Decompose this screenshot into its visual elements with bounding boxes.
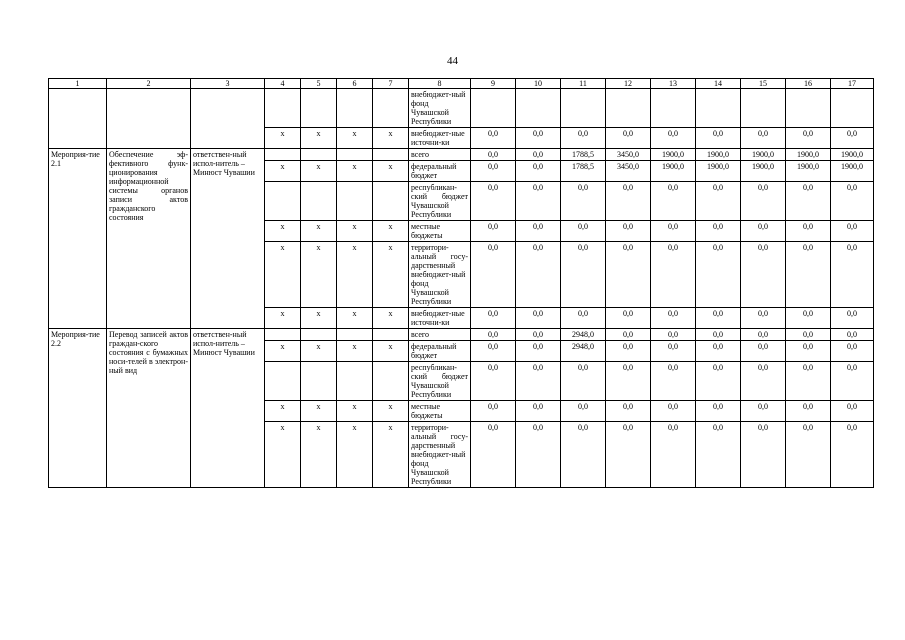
classification-mark: x	[301, 221, 337, 242]
funding-value: 0,0	[741, 128, 786, 149]
classification-mark	[265, 89, 301, 128]
funding-value: 0,0	[696, 329, 741, 341]
funding-value: 0,0	[471, 308, 516, 329]
funding-value	[786, 89, 831, 128]
funding-source: территори-альный госу-дарственный внебюджет-ный фонд Чувашской Республики	[409, 422, 471, 488]
funding-value	[696, 89, 741, 128]
funding-value: 1900,0	[741, 149, 786, 161]
column-number: 10	[516, 79, 561, 89]
classification-mark: x	[265, 341, 301, 362]
funding-value: 0,0	[831, 329, 874, 341]
classification-mark	[301, 149, 337, 161]
funding-value: 1788,5	[561, 149, 606, 161]
classification-mark	[373, 362, 409, 401]
funding-value: 0,0	[471, 128, 516, 149]
funding-value: 0,0	[786, 182, 831, 221]
page-number: 44	[447, 55, 458, 67]
classification-mark: x	[265, 308, 301, 329]
funding-value: 0,0	[471, 161, 516, 182]
classification-mark: x	[337, 161, 373, 182]
funding-value: 2948,0	[561, 341, 606, 362]
funding-value: 0,0	[786, 422, 831, 488]
funding-source: федеральный бюджет	[409, 161, 471, 182]
activity-description	[107, 89, 191, 149]
funding-value: 0,0	[516, 161, 561, 182]
funding-source: внебюджет-ные источни-ки	[409, 128, 471, 149]
funding-value: 0,0	[516, 308, 561, 329]
funding-value: 0,0	[561, 182, 606, 221]
funding-value: 0,0	[651, 422, 696, 488]
funding-value: 0,0	[471, 149, 516, 161]
column-number: 11	[561, 79, 606, 89]
funding-value: 0,0	[606, 221, 651, 242]
funding-value: 0,0	[696, 221, 741, 242]
funding-value: 0,0	[606, 329, 651, 341]
classification-mark	[265, 329, 301, 341]
column-number: 5	[301, 79, 337, 89]
classification-mark: x	[337, 341, 373, 362]
classification-mark	[301, 362, 337, 401]
funding-value: 0,0	[561, 221, 606, 242]
funding-value: 0,0	[516, 401, 561, 422]
funding-value: 0,0	[696, 128, 741, 149]
funding-value: 0,0	[741, 341, 786, 362]
funding-source: внебюджет-ный фонд Чувашской Республики	[409, 89, 471, 128]
table-row	[49, 89, 874, 128]
funding-value: 0,0	[516, 182, 561, 221]
funding-value: 0,0	[786, 128, 831, 149]
funding-value: 0,0	[561, 308, 606, 329]
classification-mark	[373, 89, 409, 128]
funding-value	[471, 89, 516, 128]
classification-mark: x	[265, 161, 301, 182]
column-number: 16	[786, 79, 831, 89]
classification-mark: x	[301, 161, 337, 182]
funding-value: 0,0	[696, 362, 741, 401]
funding-value: 0,0	[831, 422, 874, 488]
funding-value: 0,0	[741, 308, 786, 329]
funding-value: 0,0	[516, 362, 561, 401]
classification-mark: x	[265, 221, 301, 242]
classification-mark: x	[301, 308, 337, 329]
funding-value: 0,0	[471, 401, 516, 422]
classification-mark: x	[373, 401, 409, 422]
funding-value: 0,0	[786, 242, 831, 308]
funding-value: 0,0	[561, 242, 606, 308]
funding-value: 0,0	[786, 221, 831, 242]
funding-value: 1900,0	[741, 161, 786, 182]
classification-mark	[373, 329, 409, 341]
classification-mark: x	[337, 128, 373, 149]
activity-responsible	[191, 89, 265, 149]
classification-mark: x	[265, 242, 301, 308]
funding-value: 0,0	[741, 401, 786, 422]
column-number: 2	[107, 79, 191, 89]
funding-value: 3450,0	[606, 149, 651, 161]
funding-value: 0,0	[696, 401, 741, 422]
funding-value: 1900,0	[786, 161, 831, 182]
funding-value: 0,0	[516, 422, 561, 488]
funding-value: 0,0	[831, 401, 874, 422]
column-number: 6	[337, 79, 373, 89]
funding-source: внебюджет-ные источни-ки	[409, 308, 471, 329]
classification-mark	[301, 329, 337, 341]
funding-value: 0,0	[606, 182, 651, 221]
funding-value: 0,0	[741, 221, 786, 242]
funding-value: 0,0	[651, 308, 696, 329]
classification-mark: x	[301, 128, 337, 149]
column-number: 4	[265, 79, 301, 89]
column-number: 3	[191, 79, 265, 89]
classification-mark	[265, 149, 301, 161]
classification-mark: x	[265, 128, 301, 149]
classification-mark: x	[337, 422, 373, 488]
funding-value: 0,0	[786, 341, 831, 362]
funding-value: 0,0	[651, 329, 696, 341]
funding-source: федеральный бюджет	[409, 341, 471, 362]
classification-mark	[337, 362, 373, 401]
funding-value: 0,0	[831, 182, 874, 221]
funding-value: 0,0	[831, 341, 874, 362]
funding-value: 0,0	[741, 362, 786, 401]
classification-mark	[265, 362, 301, 401]
funding-value: 0,0	[651, 128, 696, 149]
funding-value: 0,0	[561, 422, 606, 488]
funding-value: 0,0	[696, 308, 741, 329]
funding-value: 0,0	[606, 308, 651, 329]
classification-mark: x	[301, 422, 337, 488]
funding-value: 0,0	[651, 362, 696, 401]
classification-mark: x	[373, 242, 409, 308]
funding-value: 0,0	[606, 422, 651, 488]
funding-value	[651, 89, 696, 128]
funding-value: 0,0	[741, 242, 786, 308]
table-row	[49, 329, 874, 341]
funding-value: 0,0	[831, 308, 874, 329]
column-number: 13	[651, 79, 696, 89]
funding-value	[741, 89, 786, 128]
funding-value	[516, 89, 561, 128]
classification-mark: x	[373, 308, 409, 329]
column-number: 14	[696, 79, 741, 89]
funding-source: территори-альный госу-дарственный внебюджет-ный фонд Чувашской Республики	[409, 242, 471, 308]
funding-value: 0,0	[651, 401, 696, 422]
funding-value: 0,0	[516, 341, 561, 362]
funding-value: 0,0	[696, 422, 741, 488]
funding-value	[561, 89, 606, 128]
funding-value	[606, 89, 651, 128]
column-number: 12	[606, 79, 651, 89]
funding-value: 1900,0	[651, 149, 696, 161]
classification-mark	[373, 182, 409, 221]
column-number: 15	[741, 79, 786, 89]
classification-mark: x	[373, 128, 409, 149]
funding-value: 0,0	[606, 128, 651, 149]
classification-mark: x	[337, 308, 373, 329]
funding-value: 0,0	[831, 221, 874, 242]
funding-source: местные бюджеты	[409, 401, 471, 422]
funding-value: 0,0	[696, 242, 741, 308]
funding-value: 0,0	[561, 362, 606, 401]
column-number-row	[49, 79, 874, 89]
funding-value: 0,0	[786, 308, 831, 329]
funding-value: 0,0	[516, 128, 561, 149]
funding-value: 0,0	[741, 182, 786, 221]
funding-value: 1900,0	[831, 161, 874, 182]
funding-value: 0,0	[696, 182, 741, 221]
funding-value: 0,0	[561, 401, 606, 422]
funding-value: 0,0	[651, 182, 696, 221]
funding-value: 1900,0	[651, 161, 696, 182]
funding-value: 1788,5	[561, 161, 606, 182]
funding-value: 1900,0	[786, 149, 831, 161]
funding-value: 0,0	[651, 341, 696, 362]
funding-source: всего	[409, 329, 471, 341]
funding-value: 0,0	[741, 422, 786, 488]
funding-value: 0,0	[696, 341, 741, 362]
table-row	[49, 149, 874, 161]
funding-value: 0,0	[471, 362, 516, 401]
funding-value: 0,0	[606, 401, 651, 422]
classification-mark: x	[373, 161, 409, 182]
column-number: 17	[831, 79, 874, 89]
funding-value: 0,0	[651, 221, 696, 242]
funding-value: 0,0	[471, 221, 516, 242]
funding-value: 0,0	[471, 329, 516, 341]
classification-mark	[373, 149, 409, 161]
classification-mark: x	[337, 401, 373, 422]
classification-mark: x	[373, 422, 409, 488]
funding-value: 0,0	[516, 221, 561, 242]
funding-value: 0,0	[786, 362, 831, 401]
activity-description: Обеспечение эф-фективного функ-ционирования информационной системы органов записи актов гражданского состояния	[107, 149, 191, 329]
classification-mark: x	[301, 401, 337, 422]
activity-name: Мероприя-тие 2.1	[49, 149, 107, 329]
classification-mark	[301, 182, 337, 221]
funding-value: 0,0	[831, 362, 874, 401]
funding-value: 0,0	[786, 401, 831, 422]
funding-source: местные бюджеты	[409, 221, 471, 242]
funding-value: 0,0	[831, 242, 874, 308]
activity-responsible: ответствен-ный испол-нитель – Минюст Чувашии	[191, 149, 265, 329]
funding-value: 1900,0	[696, 161, 741, 182]
funding-source: республикан-ский бюджет Чувашской Республики	[409, 362, 471, 401]
column-number: 1	[49, 79, 107, 89]
funding-value: 0,0	[516, 242, 561, 308]
funding-value: 0,0	[831, 128, 874, 149]
funding-value: 0,0	[606, 242, 651, 308]
classification-mark: x	[265, 401, 301, 422]
classification-mark: x	[337, 242, 373, 308]
funding-value: 0,0	[471, 341, 516, 362]
funding-value: 0,0	[471, 242, 516, 308]
funding-value: 0,0	[561, 128, 606, 149]
funding-value: 0,0	[651, 242, 696, 308]
funding-value: 0,0	[606, 362, 651, 401]
funding-value: 0,0	[471, 182, 516, 221]
classification-mark	[337, 329, 373, 341]
funding-value	[831, 89, 874, 128]
funding-value: 0,0	[606, 341, 651, 362]
funding-source: республикан-ский бюджет Чувашской Республики	[409, 182, 471, 221]
activity-name	[49, 89, 107, 149]
funding-value: 0,0	[516, 149, 561, 161]
classification-mark: x	[337, 221, 373, 242]
classification-mark: x	[265, 422, 301, 488]
funding-value: 0,0	[516, 329, 561, 341]
funding-value: 2948,0	[561, 329, 606, 341]
funding-value: 0,0	[741, 329, 786, 341]
classification-mark	[301, 89, 337, 128]
funding-value: 3450,0	[606, 161, 651, 182]
funding-value: 0,0	[786, 329, 831, 341]
column-number: 7	[373, 79, 409, 89]
classification-mark	[337, 149, 373, 161]
activity-name: Мероприя-тие 2.2	[49, 329, 107, 488]
column-number: 8	[409, 79, 471, 89]
funding-source: всего	[409, 149, 471, 161]
funding-value: 1900,0	[831, 149, 874, 161]
classification-mark	[337, 182, 373, 221]
column-number: 9	[471, 79, 516, 89]
classification-mark	[337, 89, 373, 128]
activity-responsible: ответствен-ный испол-нитель – Минюст Чувашии	[191, 329, 265, 488]
classification-mark: x	[301, 341, 337, 362]
funding-value: 0,0	[471, 422, 516, 488]
funding-value: 1900,0	[696, 149, 741, 161]
activity-description: Перевод записей актов граждан-ского состояния с бумажных носи-телей в электрон-ный вид	[107, 329, 191, 488]
budget-table	[48, 78, 874, 488]
classification-mark: x	[373, 341, 409, 362]
classification-mark: x	[373, 221, 409, 242]
classification-mark	[265, 182, 301, 221]
classification-mark: x	[301, 242, 337, 308]
